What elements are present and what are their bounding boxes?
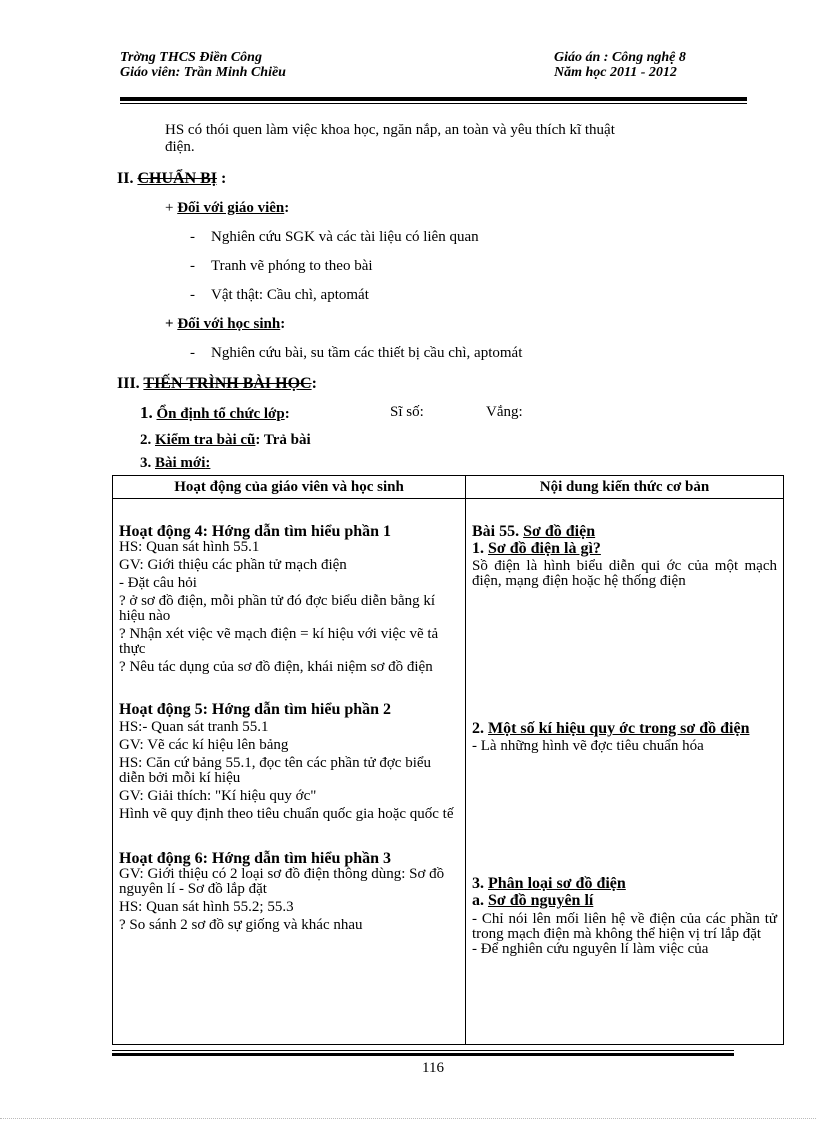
activity-line: HS:- Quan sát tranh 55.1 xyxy=(119,719,269,735)
activity-line: ? ở sơ đồ điện, mỗi phần tử đó đợc biểu diễn bằng kí hiệu nào xyxy=(119,593,436,624)
activity-line: - Đặt câu hỏi xyxy=(119,575,197,591)
activity-line: HS: Quan sát hình 55.2; 55.3 xyxy=(119,899,294,915)
page-edge xyxy=(0,1118,816,1119)
header-year: Năm học 2011 - 2012 xyxy=(554,65,677,80)
activity-line: GV: Giới thiệu các phần tử mạch điện xyxy=(119,557,347,573)
part-3a-text: - Chỉ nói lên mối liên hệ về điện của các phần tử trong mạch điện mà không thể hiện vị trí lắp đặt xyxy=(472,911,777,942)
activity-6-title: Hoạt động 6: Hớng dẫn tìm hiểu phần 3 xyxy=(119,850,392,867)
activity-line: Hình vẽ quy định theo tiêu chuẩn quốc gia hoặc quốc tế xyxy=(119,806,454,822)
header-subject: Giáo án : Công nghệ 8 xyxy=(554,50,686,65)
lesson-table xyxy=(112,475,784,1045)
activity-4-title: Hoạt động 4: Hớng dẫn tìm hiểu phần 1 xyxy=(119,523,392,540)
header-rule-thin xyxy=(120,103,747,104)
activity-line: GV: Giải thích: "Kí hiệu quy ớc" xyxy=(119,788,317,804)
part-1-title: 1. Sơ đồ điện là gì? xyxy=(472,540,601,557)
footer-rule-thick xyxy=(112,1053,734,1056)
part-3a-title: a. Sơ đồ nguyên lí xyxy=(472,892,594,909)
table-header-right: Nội dung kiến thức cơ bản xyxy=(466,476,784,499)
header-school: Trờng THCS Điền Công xyxy=(120,50,262,65)
section-2-heading: II. CHUẨN BỊ : xyxy=(117,170,227,187)
teacher-prep-heading: + Đối với giáo viên: xyxy=(165,200,290,216)
part-1-text: Sồ điện là hình biểu diễn qui ớc của một mạch điện, mạng điện hoặc hệ thống điện xyxy=(472,558,777,589)
section-3-heading: III. TIẾN TRÌNH BÀI HỌC: xyxy=(117,375,317,392)
activity-line: HS: Quan sát hình 55.1 xyxy=(119,539,260,555)
teacher-item: - Tranh vẽ phóng to theo bài xyxy=(190,258,373,274)
content-column xyxy=(466,499,784,1045)
activity-line: GV: Giới thiệu có 2 loại sơ đồ điện thông dùng: Sơ đồ nguyên lí - Sơ đồ lắp đặt xyxy=(119,866,445,897)
teacher-item: - Nghiên cứu SGK và các tài liệu có liên quan xyxy=(190,229,479,245)
intro-line-1: HS có thói quen làm việc khoa học, ngăn nắp, an toàn và yêu thích kĩ thuật xyxy=(165,122,615,138)
activity-line: ? Nêu tác dụng của sơ đồ điện, khái niệm sơ đồ điện xyxy=(119,659,433,675)
si-so-label: Sĩ số: xyxy=(390,404,424,420)
activity-line: HS: Căn cứ bảng 55.1, đọc tên các phần tử đợc biểu diễn bởi mỗi kí hiệu xyxy=(119,755,432,786)
header-teacher: Giáo viên: Trần Minh Chiều xyxy=(120,65,286,80)
footer-rule-thin xyxy=(112,1050,734,1051)
activity-5-title: Hoạt động 5: Hớng dẫn tìm hiểu phần 2 xyxy=(119,701,392,718)
activity-line: ? Nhận xét việc vẽ mạch điện = kí hiệu với việc vẽ tả thực xyxy=(119,626,439,657)
activity-line: ? So sánh 2 sơ đồ sự giống và khác nhau xyxy=(119,917,363,933)
vang-label: Vắng: xyxy=(486,404,523,420)
step-2: 2. Kiểm tra bài cũ: Trả bài xyxy=(140,432,311,448)
part-3a-text-continued: - Để nghiên cứu nguyên lí làm việc của xyxy=(472,941,709,957)
header-rule-thick xyxy=(120,97,747,101)
student-item: - Nghiên cứu bài, su tầm các thiết bị cầu chì, aptomát xyxy=(190,345,523,361)
part-2-text: - Là những hình vẽ đợc tiêu chuẩn hóa xyxy=(472,738,704,754)
lesson-title: Bài 55. Sơ đồ điện xyxy=(472,523,596,540)
teacher-item: - Vật thật: Cầu chì, aptomát xyxy=(190,287,369,303)
step-3: 3. Bài mới: xyxy=(140,455,211,471)
step-1: 1. Ổn định tổ chức lớp: xyxy=(140,403,290,422)
page-number: 116 xyxy=(422,1060,444,1076)
activities-column xyxy=(113,499,466,1045)
part-2-title: 2. Một số kí hiệu quy ớc trong sơ đồ điện xyxy=(472,720,750,737)
student-prep-heading: + Đối với học sinh: xyxy=(165,316,286,332)
activity-line: GV: Vẽ các kí hiệu lên bảng xyxy=(119,737,289,753)
table-header-left: Hoạt động của giáo viên và học sinh xyxy=(113,476,466,499)
intro-line-2: điện. xyxy=(165,139,195,155)
part-3-title: 3. Phân loại sơ đồ điện xyxy=(472,875,626,892)
